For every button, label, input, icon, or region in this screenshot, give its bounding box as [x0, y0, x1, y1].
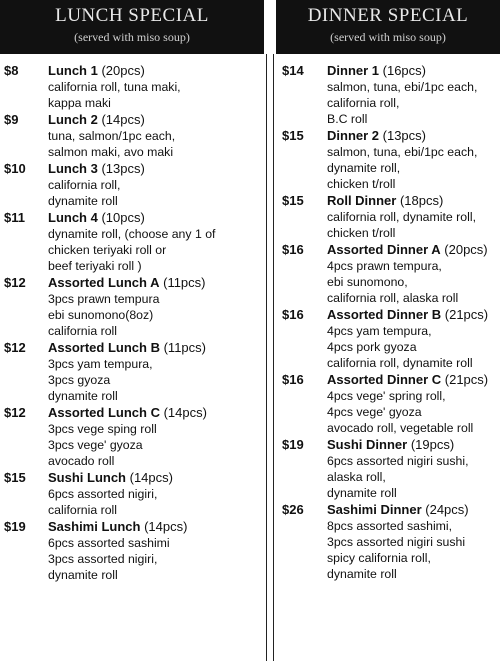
menu-item-name: Lunch 1 [48, 63, 98, 78]
menu-item-name: Lunch 3 [48, 161, 98, 176]
menu-item-body [48, 161, 262, 209]
menu-item-body [48, 470, 262, 518]
menu-item [280, 372, 500, 436]
menu-item-description: california roll, [48, 178, 121, 192]
menu-item-price: $8 [4, 63, 19, 78]
menu-item-count: (14pcs) [101, 112, 145, 127]
menu-item-description: 4pcs prawn tempura, [327, 259, 442, 273]
menu-item [280, 502, 500, 582]
menu-item-name: Assorted Dinner A [327, 242, 441, 257]
menu-item-description: chicken t/roll [327, 226, 396, 240]
menu-item-heading [48, 470, 262, 486]
menu-item-description: dynamite roll, (choose any 1 of [48, 227, 216, 241]
menu-item-name: Assorted Lunch A [48, 275, 160, 290]
menu-item-body [327, 242, 500, 306]
menu-item-count: (18pcs) [399, 193, 444, 208]
menu-item-name: Lunch 4 [48, 210, 98, 225]
menu-item-price: $19 [282, 437, 304, 452]
menu-item-heading [327, 242, 500, 258]
column-divider-right [273, 54, 274, 661]
menu-item-description: tuna, salmon/1pc each, [48, 129, 176, 143]
dinner-title: DINNER SPECIAL [307, 5, 469, 26]
menu-item-price: $10 [4, 161, 26, 176]
menu-item-price: $14 [282, 63, 304, 78]
menu-item-heading [327, 193, 500, 209]
menu-item-description: dynamite roll [48, 568, 118, 582]
menu-item-description: 3pcs vege sping roll [48, 422, 157, 436]
menu-item-name: Assorted Dinner C [327, 372, 442, 387]
menu-item-description: 6pcs assorted nigiri sushi, [327, 454, 469, 468]
menu-item-heading [327, 502, 500, 518]
menu-item-description: dynamite roll [327, 567, 397, 581]
menu-item-description: 8pcs assorted sashimi, [327, 519, 453, 533]
menu-item-price: $12 [4, 275, 26, 290]
menu-item-description: beef teriyaki roll ) [48, 259, 142, 273]
menu-item-body [48, 210, 262, 274]
dinner-menu-list [280, 63, 500, 583]
menu-item-price: $9 [4, 112, 19, 127]
menu-item [0, 340, 262, 404]
menu-item-description: 6pcs assorted nigiri, [48, 487, 158, 501]
menu-item-count: (11pcs) [163, 340, 206, 355]
menu-item-description: salmon maki, avo maki [48, 145, 174, 159]
menu-item [0, 275, 262, 339]
menu-item-price: $16 [282, 372, 304, 387]
menu-item-description: alaska roll, [327, 470, 386, 484]
menu-item-name: Assorted Lunch B [48, 340, 160, 355]
menu-item-description: 4pcs pork gyoza [327, 340, 417, 354]
menu-item-price: $15 [282, 128, 304, 143]
menu-item-count: (14pcs) [129, 470, 173, 485]
menu-item-body [48, 405, 262, 469]
menu-item-body [48, 519, 262, 583]
menu-item-body [327, 193, 500, 241]
menu-item-heading [327, 307, 500, 323]
menu-item-body [327, 437, 500, 501]
menu-item-name: Assorted Dinner B [327, 307, 442, 322]
menu-item-price: $12 [4, 340, 26, 355]
menu-item-name: Sushi Lunch [48, 470, 126, 485]
menu-item-body [327, 63, 500, 127]
menu-item-name: Dinner 2 [327, 128, 380, 143]
menu-item-description: ebi sunomono, [327, 275, 408, 289]
menu-item-description: B.C roll [327, 112, 368, 126]
lunch-subtitle: (served with miso soup) [74, 30, 190, 44]
menu-item-description: 3pcs vege' gyoza [48, 438, 143, 452]
menu-item [280, 128, 500, 192]
menu-item [0, 63, 262, 111]
menu-item-body [48, 112, 262, 160]
menu-item-description: california roll, dynamite roll [327, 356, 473, 370]
menu-item-description: kappa maki [48, 96, 111, 110]
menu-item-description: 3pcs gyoza [48, 373, 111, 387]
menu-item-description: california roll [48, 324, 118, 338]
menu-item-count: (24pcs) [425, 502, 469, 517]
menu-item-description: 4pcs vege' gyoza [327, 405, 422, 419]
menu-item-count: (14pcs) [163, 405, 207, 420]
menu-item-price: $11 [4, 210, 25, 225]
menu-item-heading [48, 519, 262, 535]
menu-item-count: (20pcs) [101, 63, 145, 78]
menu-item-description: california roll, tuna maki, [48, 80, 181, 94]
menu-item-heading [48, 405, 262, 421]
menu-item [280, 437, 500, 501]
menu-item-name: Dinner 1 [327, 63, 380, 78]
menu-item-description: 3pcs yam tempura, [48, 357, 153, 371]
menu-item-description: 3pcs prawn tempura [48, 292, 160, 306]
menu-item-heading [327, 63, 500, 79]
menu-item-count: (10pcs) [101, 210, 145, 225]
menu-item-body [327, 128, 500, 192]
menu-item [280, 193, 500, 241]
menu-item-price: $19 [4, 519, 26, 534]
menu-item-heading [327, 437, 500, 453]
menu-item [0, 405, 262, 469]
menu-item-price: $12 [4, 405, 26, 420]
header-gap [264, 0, 276, 54]
menu-item-body [48, 340, 262, 404]
menu-item-description: dynamite roll [48, 194, 118, 208]
menu-item [0, 161, 262, 209]
menu-item-heading [48, 161, 262, 177]
menu-item-name: Sushi Dinner [327, 437, 408, 452]
menu-item-description: avocado roll, vegetable roll [327, 421, 474, 435]
menu-item-count: (20pcs) [444, 242, 488, 257]
menu-item-count: (19pcs) [410, 437, 455, 452]
menu-item-count: (16pcs) [382, 63, 426, 78]
menu-item-count: (11pcs) [163, 275, 206, 290]
menu-item-price: $16 [282, 307, 304, 322]
menu-item [0, 112, 262, 160]
menu-item-price: $15 [4, 470, 26, 485]
menu-item [0, 210, 262, 274]
menu-item-description: california roll, alaska roll [327, 291, 459, 305]
dinner-header [276, 0, 500, 54]
menu-item-name: Lunch 2 [48, 112, 98, 127]
menu-item-price: $26 [282, 502, 304, 517]
menu-item-description: dynamite roll [48, 389, 118, 403]
menu-item [280, 307, 500, 371]
menu-item-description: 3pcs assorted nigiri sushi [327, 535, 466, 549]
menu-item [280, 63, 500, 127]
menu-item-body [48, 63, 262, 111]
menu-item-heading [48, 210, 262, 226]
menu-item-price: $15 [282, 193, 304, 208]
menu-item-heading [48, 112, 262, 128]
menu-item-description: salmon, tuna, ebi/1pc each, [327, 80, 478, 94]
menu-item [0, 519, 262, 583]
lunch-header [0, 0, 264, 54]
menu-item-count: (14pcs) [144, 519, 188, 534]
menu-item-heading [48, 63, 262, 79]
menu-item-description: chicken t/roll [327, 177, 396, 191]
menu-item-heading [48, 275, 262, 291]
menu-item-count: (13pcs) [382, 128, 426, 143]
menu-item-body [48, 275, 262, 339]
menu-item-name: Sashimi Lunch [48, 519, 141, 534]
lunch-menu-list [0, 63, 262, 584]
menu-item-description: california roll, dynamite roll, [327, 210, 476, 224]
menu-item-description: california roll [48, 503, 118, 517]
menu-item [280, 242, 500, 306]
menu-item-description: california roll, [327, 96, 400, 110]
menu-item-description: salmon, tuna, ebi/1pc each, [327, 145, 478, 159]
menu-item-description: 4pcs yam tempura, [327, 324, 432, 338]
column-divider-left [266, 54, 267, 661]
menu-item-description: spicy california roll, [327, 551, 431, 565]
menu-item-body [327, 372, 500, 436]
menu-item-description: 6pcs assorted sashimi [48, 536, 170, 550]
menu-item-count: (13pcs) [101, 161, 145, 176]
dinner-subtitle: (served with miso soup) [330, 30, 446, 44]
menu-item-description: 4pcs vege' spring roll, [327, 389, 446, 403]
menu-item-description: dynamite roll, [327, 161, 401, 175]
menu-item-count: (21pcs) [444, 372, 489, 387]
menu-item-name: Assorted Lunch C [48, 405, 160, 420]
menu-item-body [327, 307, 500, 371]
menu-item-description: chicken teriyaki roll or [48, 243, 167, 257]
menu-item-description: dynamite roll [327, 486, 397, 500]
menu-item-name: Roll Dinner [327, 193, 397, 208]
menu-item-name: Sashimi Dinner [327, 502, 422, 517]
menu-item-price: $16 [282, 242, 304, 257]
menu-item-count: (21pcs) [444, 307, 489, 322]
menu-item-body [327, 502, 500, 582]
menu-item-description: avocado roll [48, 454, 115, 468]
menu-item-heading [48, 340, 262, 356]
menu-item-description: 3pcs assorted nigiri, [48, 552, 158, 566]
menu-item-heading [327, 372, 500, 388]
menu-item-heading [327, 128, 500, 144]
menu-item [0, 470, 262, 518]
lunch-title: LUNCH SPECIAL [55, 5, 209, 26]
menu-item-description: ebi sunomono(8oz) [48, 308, 154, 322]
